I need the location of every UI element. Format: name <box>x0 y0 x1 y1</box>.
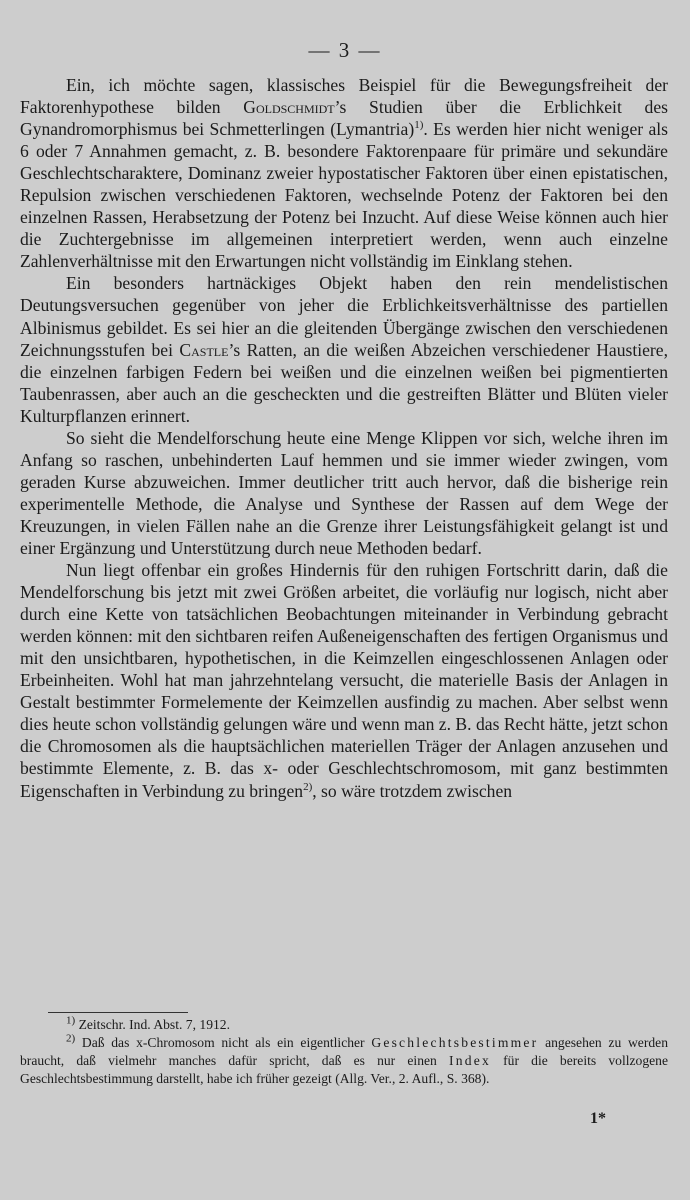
text-run: ’s Ratten, an die weißen Abzeichen verschiedener Haustiere, die einzelnen farbigen Federn bei weißen und die einzelnen weißen bei pigmentierten Taubenrassen, aber auch an die gescheckten und die gestreiften Blätter und Blüten vieler Kulturpflanzen erinnert. <box>20 339 669 426</box>
page-number: — 3 — <box>308 38 382 62</box>
spaced-term: Index <box>449 1053 491 1068</box>
signature-mark: 1* <box>590 1110 606 1127</box>
footnote-1 <box>20 1016 668 1034</box>
footnote-2 <box>20 1034 668 1088</box>
paragraph-3: So sieht die Mendelforschung heute eine Menge Klippen vor sich, welche ihren im Anfang so raschen, unbehinderten Lauf hemmen und sie immer wieder zwingen, vom geraden Kurse abzuweichen. Immer deutlicher tritt auch hervor, daß die bisherige rein experimentelle Methode, die Analyse und Synthese der Rassen auf dem Wege der Kreuzungen, in vielen Fällen nahe an die Grenze ihrer Leistungsfähigkeit gelangt ist und einer Ergänzung und Unterstützung durch neue Methoden bedarf. <box>20 427 668 558</box>
footnote-text: Zeitschr. Ind. Abst. 7, 1912. <box>75 1017 230 1032</box>
footnote-text: für die bereits vollzogene Geschlechtsbestimmung darstellt, habe ich früher gezeigt (Allg. Ver., 2. Aufl., S. 368). <box>20 1053 668 1086</box>
text-run: Ein, ich möchte sagen, klassisches Beispiel für die Bewegungsfreiheit der Faktorenhypothese bilden <box>20 75 668 118</box>
footnote-marker: 2) <box>66 1032 76 1045</box>
paragraph-4 <box>20 559 668 802</box>
author-name-goldschmidt: Goldschmidt <box>243 97 335 118</box>
footnote-ref-2: 2) <box>303 780 313 793</box>
footnote-text: angesehen zu werden braucht, daß vielmehr manches dafür spricht, daß es nur einen <box>20 1035 668 1068</box>
paragraph-1 <box>20 74 668 272</box>
text-run: Nun liegt offenbar ein großes Hindernis für den ruhigen Fortschritt darin, daß die Mendelforschung bis jetzt mit zwei Größen arbeitet, die vorläufig nur logisch, nicht aber durch eine Kette von tatsächlichen Beobachtungen miteinander in Verbindung gebracht werden können: mit den sichtbaren reifen Außeneigenschaften des fertigen Organismus und mit den unsichtbaren, hypothetischen, in die Keimzellen eingeschlossenen Anlagen oder Erbeinheiten. Wohl hat man jahrzehntelang versucht, die materielle Basis der Anlagen in Gestalt bestimmter Formelemente der Keimzellen ausfindig zu machen. Aber selbst wenn dies heute schon vollständig gelungen wäre und wenn man z. B. das Recht hätte, jetzt schon die Chromosomen als die hauptsächlichen materiellen Träger der Anlagen anzusehen und bestimmte Elemente, z. B. das x- oder Geschlechtschromosom, mit ganz bestimmten Eigenschaften in Verbindung zu bringen <box>20 560 668 801</box>
spaced-term: Geschlechtsbestimmer <box>371 1035 539 1050</box>
footnotes <box>20 1016 668 1088</box>
text-run: Ein besonders hartnäckiges Objekt haben den rein mendelistischen Deutungsversuchen gegenüber von jeher die Erblichkeitsverhältnisse des partiellen Albinismus gebildet. Es sei hier an die gleitenden Übergänge zwischen den verschiedenen Zeichnungsstufen bei <box>20 273 668 360</box>
footnote-marker: 1) <box>66 1014 76 1027</box>
paragraph-2 <box>20 272 668 426</box>
text-run: . Es werden hier nicht weniger als 6 oder 7 Annahmen gemacht, z. B. besondere Faktorenpaare für primäre und sekundäre Geschlechtscharaktere, Dominanz zweier hypostatischer Faktoren über einen epistatischen, Repulsion zwischen verschiedenen Faktoren, wechselnde Potenz der Faktoren bei den einzelnen Rassen, Herabsetzung der Potenz bei Inzucht. Auf diese Weise können auch hier die Zuchtergebnisse im allgemeinen interpretiert werden, wenn auch einzelne Zahlenverhältnisse mit den Erwartungen nicht vollständig im Einklang stehen. <box>20 119 669 272</box>
footnote-text: Daß das x-Chromosom nicht als ein eigentlicher <box>75 1035 372 1050</box>
footnote-ref-1: 1) <box>414 119 424 132</box>
text-run: , so wäre trotzdem zwischen <box>312 780 513 801</box>
author-name-castle: Castle <box>179 339 229 360</box>
text-run: ’s Studien über die Erblichkeit des Gynandromorphismus bei Schmetterlingen (Lymantria) <box>20 97 668 140</box>
body-text <box>20 74 668 802</box>
footnote-divider <box>48 1012 188 1013</box>
